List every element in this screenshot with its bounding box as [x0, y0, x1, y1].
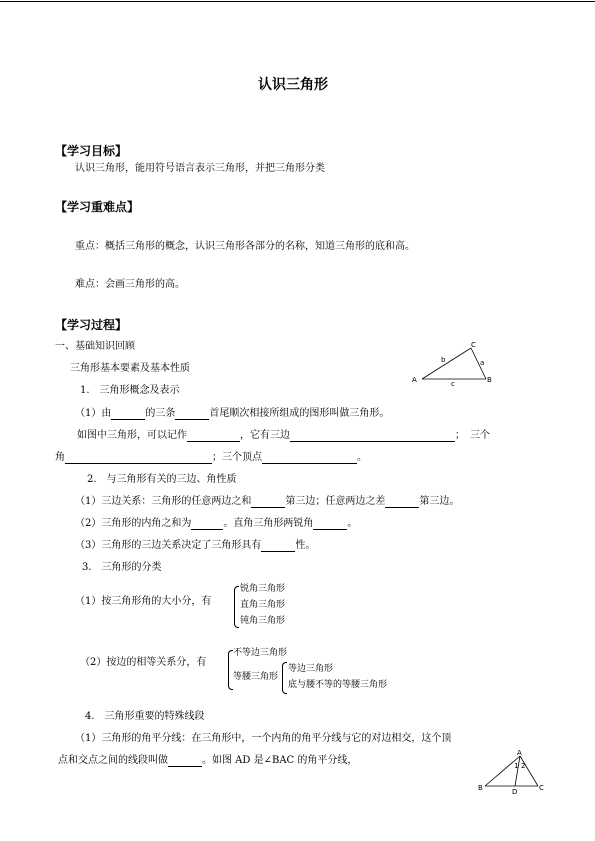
key-point: 重点：概括三角形的概念，认识三角形各部分的名称，知道三角形的底和高。 [75, 241, 415, 252]
q2-2-text-a: （2）三角形的内角之和为 [75, 518, 192, 529]
blank-9[interactable] [191, 519, 223, 530]
fig1-label-b: b [441, 356, 446, 364]
blank-7[interactable] [251, 497, 285, 508]
q1-line1 [75, 408, 389, 420]
goals-header: 【学习目标】 [55, 144, 128, 158]
q1-text-c: 首尾顺次相接所组成的图形叫做三角形。 [209, 408, 390, 419]
fig2-label-C: C [539, 784, 544, 792]
class-side-label: （2）按边的相等关系分，有 [80, 657, 207, 668]
fig1-label-a: a [480, 359, 485, 367]
triangle-abc-figure [408, 338, 500, 386]
q1-text-h: ；三个顶点 [212, 452, 262, 463]
blank-5[interactable] [65, 453, 212, 464]
goals-text: 认识三角形，能用符号语言表示三角形，并把三角形分类 [75, 163, 325, 174]
part1-subheading: 三角形基本要素及基本性质 [70, 363, 190, 374]
q1-text-b: 的三条 [145, 408, 176, 419]
fig1-label-c: c [451, 380, 455, 386]
q2-2-text-b: 。直角三角形两锐角 [223, 518, 314, 529]
fig1-label-B: B [487, 376, 492, 384]
q4-line2 [58, 755, 357, 767]
class-angle-brace [234, 586, 239, 628]
fig2-angle-1: 1 [514, 762, 519, 770]
q1-text-e: ，它有三边 [240, 430, 290, 441]
class-side-scalene: 不等边三角形 [233, 648, 288, 658]
fig2-angle-2: 2 [521, 762, 526, 770]
blank-12[interactable] [168, 756, 202, 767]
class-side-isosceles-only: 底与腰不等的等腰三角形 [288, 680, 388, 690]
class-angle-acute: 锐角三角形 [240, 584, 286, 594]
class-angle-label: （1）按三角形角的大小分，有 [75, 596, 212, 607]
q1-text-a: （1）由 [75, 408, 112, 419]
item1-heading: 1. 三角形概念及表示 [80, 385, 180, 396]
blank-10[interactable] [313, 519, 347, 530]
q2-line1 [75, 496, 459, 508]
q2-3-text-a: （3）三角形的三边关系决定了三角形具有 [75, 540, 262, 551]
q1-text-f: ； 三个 [455, 430, 490, 441]
page-title: 认识三角形 [258, 77, 328, 93]
q4-text-c: 。如图 AD 是∠BAC 的角平分线， [202, 755, 358, 766]
item4-heading: 4. 三角形重要的特殊线段 [85, 711, 205, 722]
class-angle-obtuse: 钝角三角形 [240, 616, 286, 626]
difficult-point: 难点：会画三角形的高。 [75, 279, 185, 290]
q2-line3 [75, 540, 315, 552]
q2-2-text-c: 。 [347, 518, 358, 529]
fig2-label-A: A [517, 749, 522, 757]
q1-line2 [77, 430, 490, 442]
class-angle-right: 直角三角形 [240, 600, 286, 610]
q2-1-text-c: 第三边。 [419, 496, 460, 507]
process-header: 【学习过程】 [55, 318, 128, 332]
q2-3-text-b: 性。 [295, 540, 316, 551]
key-header: 【学习重难点】 [55, 200, 140, 214]
q1-line3 [55, 452, 367, 464]
q2-line2 [75, 518, 357, 530]
fig2-label-B: B [478, 784, 483, 792]
blank-2[interactable] [175, 409, 209, 420]
q4-text-b: 点和交点之间的线段叫做 [58, 755, 168, 766]
class-side-isosceles: 等腰三角形 [233, 672, 279, 682]
top-rule [0, 1, 595, 2]
fig1-label-A: A [412, 376, 417, 384]
fig2-label-D: D [512, 788, 518, 796]
q2-1-text-b: 第三边；任意两边之差 [285, 496, 386, 507]
blank-11[interactable] [261, 541, 295, 552]
q1-text-d: 如图中三角形，可以记作 [77, 430, 187, 441]
q1-text-g: 角 [55, 452, 65, 463]
blank-1[interactable] [111, 409, 145, 420]
item3-heading: 3. 三角形的分类 [82, 562, 162, 573]
item2-heading: 2. 与三角形有关的三边、角性质 [87, 474, 237, 485]
blank-8[interactable] [385, 497, 419, 508]
part1-heading: 一、基础知识回顾 [55, 341, 135, 352]
class-side-sub-brace [282, 662, 287, 694]
q4-line1: （1）三角形的角平分线：在三角形中，一个内角的角平分线与它的对边相交，这个顶 [75, 733, 452, 744]
q2-1-text-a: （1）三边关系：三角形的任意两边之和 [75, 496, 252, 507]
blank-6[interactable] [262, 453, 357, 464]
class-side-equilateral: 等边三角形 [288, 664, 334, 674]
fig1-label-C: C [471, 341, 476, 349]
blank-3[interactable] [187, 431, 240, 442]
q1-text-i: 。 [357, 452, 367, 463]
blank-4[interactable] [290, 431, 455, 442]
angle-bisector-figure [478, 748, 550, 796]
